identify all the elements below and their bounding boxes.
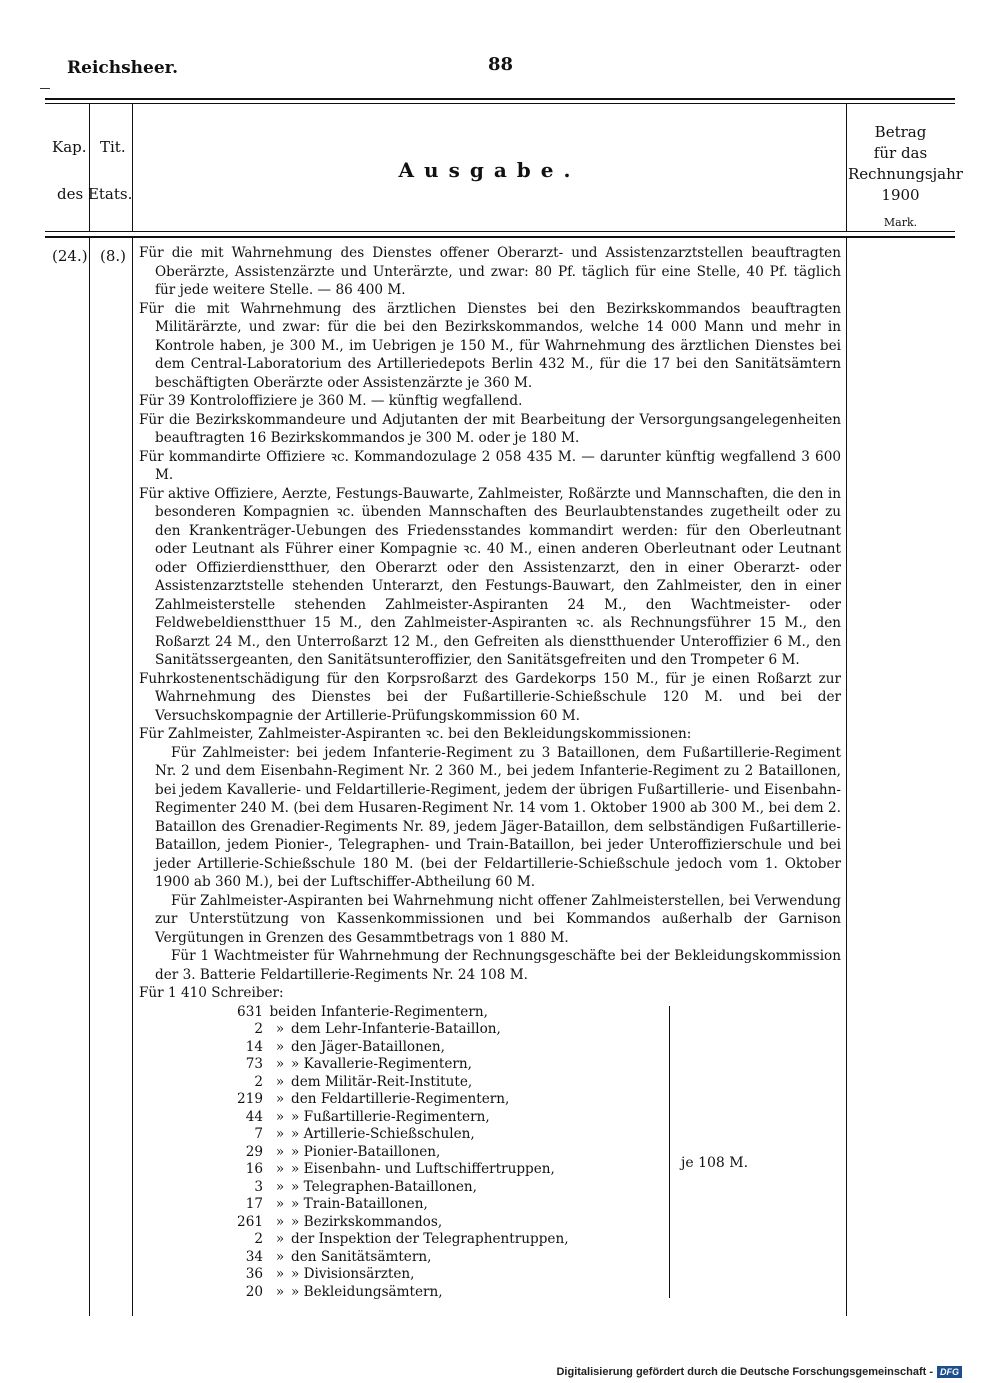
- schreiber-count: 3: [254, 1178, 263, 1195]
- schreiber-label: » Bekleidungsämtern,: [291, 1283, 443, 1300]
- schreiber-row: [211, 1144, 671, 1162]
- schreiber-row: [211, 1021, 671, 1039]
- schreiber-count: 2: [254, 1231, 263, 1247]
- schreiber-prefix: »: [275, 1266, 285, 1282]
- zahlmeister-item: Für Zahlmeister-Aspiranten bei Wahrnehmung nicht offener Zahlmeisterstellen, bei Verwendung zur Unterstützung von Kassenkommissionen und bei Kommandos außerhalb der Garnison Vergütungen in Grenzen des Gesammtbetrags von 1 880 M.: [155, 892, 841, 946]
- zahlmeister-item: Für 1 Wachtmeister für Wahrnehmung der Rechnungsgeschäfte bei der Bekleidungskommission der 3. Batterie Feldartillerie-Regiments Nr. 24 108 M.: [155, 948, 841, 983]
- tit-value: (8.): [100, 247, 127, 265]
- page-number: 88: [488, 54, 514, 75]
- schreiber-heading: Für 1 410 Schreiber:: [139, 985, 284, 1001]
- schreiber-prefix: »: [275, 1021, 285, 1037]
- schreiber-count: 2: [254, 1073, 263, 1090]
- schreiber-label: der Inspektion der Telegraphentruppen,: [291, 1231, 569, 1247]
- footer-credit: [556, 1366, 962, 1378]
- schreiber-count: 34: [245, 1248, 263, 1265]
- schreiber-label: den Sanitätsämtern,: [291, 1248, 432, 1265]
- schreiber-count: 36: [245, 1266, 263, 1282]
- schreiber-count: 2: [254, 1021, 263, 1037]
- schreiber-count: 261: [237, 1213, 263, 1230]
- schreiber-prefix: »: [275, 1073, 285, 1090]
- schreiber-prefix: »: [275, 1248, 285, 1265]
- schreiber-rate: je 108 M.: [681, 1154, 749, 1171]
- header-des-etats: des Etats.: [57, 185, 133, 203]
- schreiber-label: » Bezirkskommandos,: [291, 1213, 443, 1230]
- schreiber-prefix: »: [275, 1143, 285, 1160]
- schreiber-row: [211, 1196, 671, 1214]
- schreiber-prefix: »: [275, 1178, 285, 1195]
- column-divider: [89, 236, 90, 1316]
- betrag-line: Betrag: [874, 123, 927, 141]
- schreiber-prefix: »: [275, 1196, 285, 1212]
- header-unit: Mark.: [883, 216, 918, 229]
- schreiber-row: [211, 1091, 671, 1109]
- schreiber-list: [211, 1003, 749, 1302]
- betrag-line: für das: [873, 144, 928, 162]
- zahlmeister-item: Für Zahlmeister: bei jedem Infanterie-Regiment zu 3 Bataillonen, dem Fußartillerie-Regiment Nr. 2 und dem Eisenbahn-Regiment Nr. 2 360 M., bei jedem Infanterie-Regiment zu 2 Bataillonen, bei jedem Kavallerie- und Feldartillerie-Regiment, jedem der übrigen Fußartillerie- und Eisenbahn-Regimenter 240 M. (bei dem Husaren-Regiment Nr. 14 vom 1. Oktober 1900 ab 300 M., bei dem 2. Bataillon des Grenadier-Regiments Nr. 89, jedem Jäger-Bataillon, dem selbständigen Fußartillerie-Bataillon, jedem Pionier-, Telegraphen- und Train-Bataillon, bei jeder Unteroffizierschule und bei jeder Artillerie-Schießschule 180 M. (bei der Feldartillerie-Schießschule jedoch vom 1. Oktober 1900 ab 360 M.), bei der Luftschiffer-Abtheilung 60 M.: [155, 744, 841, 890]
- schreiber-count: 219: [237, 1091, 263, 1107]
- dfg-logo: DFG: [937, 1366, 962, 1378]
- schreiber-label: den Infanterie-Regimentern,: [291, 1003, 488, 1020]
- schreiber-count: 14: [245, 1038, 263, 1055]
- schreiber-label: » Artillerie-Schießschulen,: [291, 1126, 475, 1142]
- schreiber-label: dem Militär-Reit-Institute,: [291, 1073, 473, 1090]
- header-rule: [45, 236, 955, 238]
- page-header: [40, 54, 955, 86]
- schreiber-count: 16: [245, 1161, 263, 1177]
- paragraph: Für kommandirte Offiziere ꝛc. Kommandozulage 2 058 435 M. — darunter künftig wegfallend 3 600 M.: [139, 448, 841, 483]
- kap-value: (24.): [52, 247, 88, 265]
- schreiber-label: » Telegraphen-Bataillonen,: [291, 1178, 478, 1195]
- schreiber-count: 73: [245, 1056, 263, 1072]
- schreiber-row: [211, 1039, 671, 1057]
- schreiber-label: dem Lehr-Infanterie-Bataillon,: [291, 1021, 501, 1037]
- schreiber-row: [211, 1161, 671, 1179]
- schreiber-prefix: »: [275, 1161, 285, 1177]
- column-divider: [89, 103, 90, 231]
- schreiber-prefix: »: [275, 1283, 285, 1300]
- schreiber-row: [211, 1126, 671, 1144]
- schreiber-prefix: »: [275, 1091, 285, 1107]
- top-rule-thin: [45, 103, 955, 104]
- top-rule: [45, 98, 955, 100]
- running-head: Reichsheer.: [67, 58, 178, 78]
- header-betrag: [848, 122, 963, 206]
- schreiber-label: den Feldartillerie-Regimentern,: [291, 1091, 510, 1107]
- schreiber-label: » Train-Bataillonen,: [291, 1196, 428, 1212]
- schreiber-row: [211, 1004, 671, 1022]
- paragraph: Für die Bezirkskommandeure und Adjutanten der mit Bearbeitung der Versorgungsangelegenheiten beauftragten 16 Bezirkskommandos je 300 M. oder je 180 M.: [139, 411, 841, 446]
- paragraph: Fuhrkostenentschädigung für den Korpsroßarzt des Gardekorps 150 M., für je einen Roßarzt zur Wahrnehmung des Dienstes bei der Fußartillerie-Schießschule 120 M. und bei der Versuchskompagnie der Artillerie-Prüfungskommission 60 M.: [139, 670, 841, 724]
- schreiber-count: 631: [237, 1003, 263, 1020]
- schreiber-row: [211, 1109, 671, 1127]
- footer-text: Digitalisierung gefördert durch die Deutsche Forschungsgemeinschaft -: [556, 1366, 933, 1378]
- schreiber-label: den Jäger-Bataillonen,: [291, 1038, 445, 1055]
- schreiber-row: [211, 1056, 671, 1074]
- schreiber-label: » Pionier-Bataillonen,: [291, 1143, 441, 1160]
- schreiber-prefix: »: [275, 1231, 285, 1247]
- expense-text: [139, 244, 841, 1301]
- paragraph: Für die mit Wahrnehmung des ärztlichen Dienstes bei den Bezirkskommandos beauftragten Militärärzte, und zwar: für die bei den Bezirkskommandos, welche 14 000 Mann und mehr in Kontrole haben, je 300 M., im Uebrigen je 150 M., für Wahrnehmung des ärztlichen Dienstes bei dem Central-Laboratorium des Artilleriedepots Berlin 432 M., für die 17 bei den Sanitätsämtern beschäftigten Oberärzte oder Assistenzärzte je 360 M.: [139, 300, 841, 391]
- schreiber-label: » Kavallerie-Regimentern,: [291, 1056, 473, 1072]
- column-divider: [846, 236, 847, 1316]
- betrag-line: 1900: [881, 186, 920, 204]
- schreiber-count: 20: [245, 1283, 263, 1300]
- schreiber-count: 29: [245, 1143, 263, 1160]
- schreiber-count: 7: [254, 1126, 263, 1142]
- schreiber-row: [211, 1266, 671, 1284]
- schreiber-row: [211, 1249, 671, 1267]
- paragraph: Für 39 Kontroloffiziere je 360 M. — künftig wegfallend.: [139, 393, 523, 409]
- column-divider: [132, 236, 133, 1316]
- brace: [663, 1006, 670, 1298]
- schreiber-row: [211, 1074, 671, 1092]
- schreiber-label: » Eisenbahn- und Luftschiffertruppen,: [291, 1161, 555, 1177]
- schreiber-label: » Divisionsärzten,: [291, 1266, 415, 1282]
- section-title: Ausgabe.: [398, 158, 581, 182]
- schreiber-prefix: »: [275, 1213, 285, 1230]
- schreiber-count: 44: [245, 1108, 263, 1125]
- betrag-line: Rechnungsjahr: [848, 165, 963, 183]
- paragraph: Für aktive Offiziere, Aerzte, Festungs-Bauwarte, Zahlmeister, Roßärzte und Mannschaften, die den in besonderen Kompagnien ꝛc. übenden Mannschaften des Beurlaubtenstandes zugetheilt oder zu den Krankenträger-Uebungen des Friedensstandes kommandirt werden: für den Oberleutnant oder Leutnant als Führer einer Kompagnie ꝛc. 40 M., einen anderen Oberleutnant oder Leutnant oder Offizierdienstthuer, den Oberarzt oder den Assistenzarzt, den in einer Oberarzt- oder Assistenzarztstelle stehenden Unterarzt, den Festungs-Bauwart, den Zahlmeister, den in einer Zahlmeisterstelle stehenden Zahlmeister-Aspiranten 24 M., den Wachtmeister- oder Feldwebeldienstthuer 15 M., den Zahlmeister-Aspiranten ꝛc. als Rechnungsführer 15 M., den Roßarzt 24 M., den Unterroßarzt 12 M., den Gefreiten als dienstthuender Unteroffizier 6 M., den Sanitätssergeanten, den Sanitätsunteroffizier, den Sanitätsgefreiten und den Trompeter 6 M.: [139, 485, 841, 668]
- schreiber-prefix: »: [275, 1056, 285, 1072]
- header-rule-thin: [45, 231, 955, 232]
- schreiber-prefix: »: [275, 1108, 285, 1125]
- schreiber-prefix: bei: [269, 1003, 291, 1020]
- zahlmeister-heading: Für Zahlmeister, Zahlmeister-Aspiranten ꝛc. bei den Bekleidungskommissionen:: [139, 726, 692, 742]
- schreiber-prefix: »: [275, 1038, 285, 1055]
- schreiber-row: [211, 1284, 671, 1302]
- schreiber-label: » Fußartillerie-Regimentern,: [291, 1108, 490, 1125]
- margin-tick: [40, 88, 50, 89]
- column-divider: [846, 103, 847, 231]
- zahlmeister-items: [139, 744, 841, 985]
- header-kap: Kap.: [52, 138, 87, 156]
- schreiber-row: [211, 1214, 671, 1232]
- schreiber-row: [211, 1179, 671, 1197]
- schreiber-count: 17: [245, 1196, 263, 1212]
- paragraph: Für die mit Wahrnehmung des Dienstes offener Oberarzt- und Assistenzarztstellen beauftragten Oberärzte, Assistenzärzte und Unterärzte, und zwar: 80 Pf. täglich für eine Stelle, 40 Pf. täglich für jede weitere Stelle. — 86 400 M.: [139, 245, 841, 298]
- schreiber-row: [211, 1231, 671, 1249]
- header-tit: Tit.: [100, 138, 126, 156]
- schreiber-prefix: »: [275, 1126, 285, 1142]
